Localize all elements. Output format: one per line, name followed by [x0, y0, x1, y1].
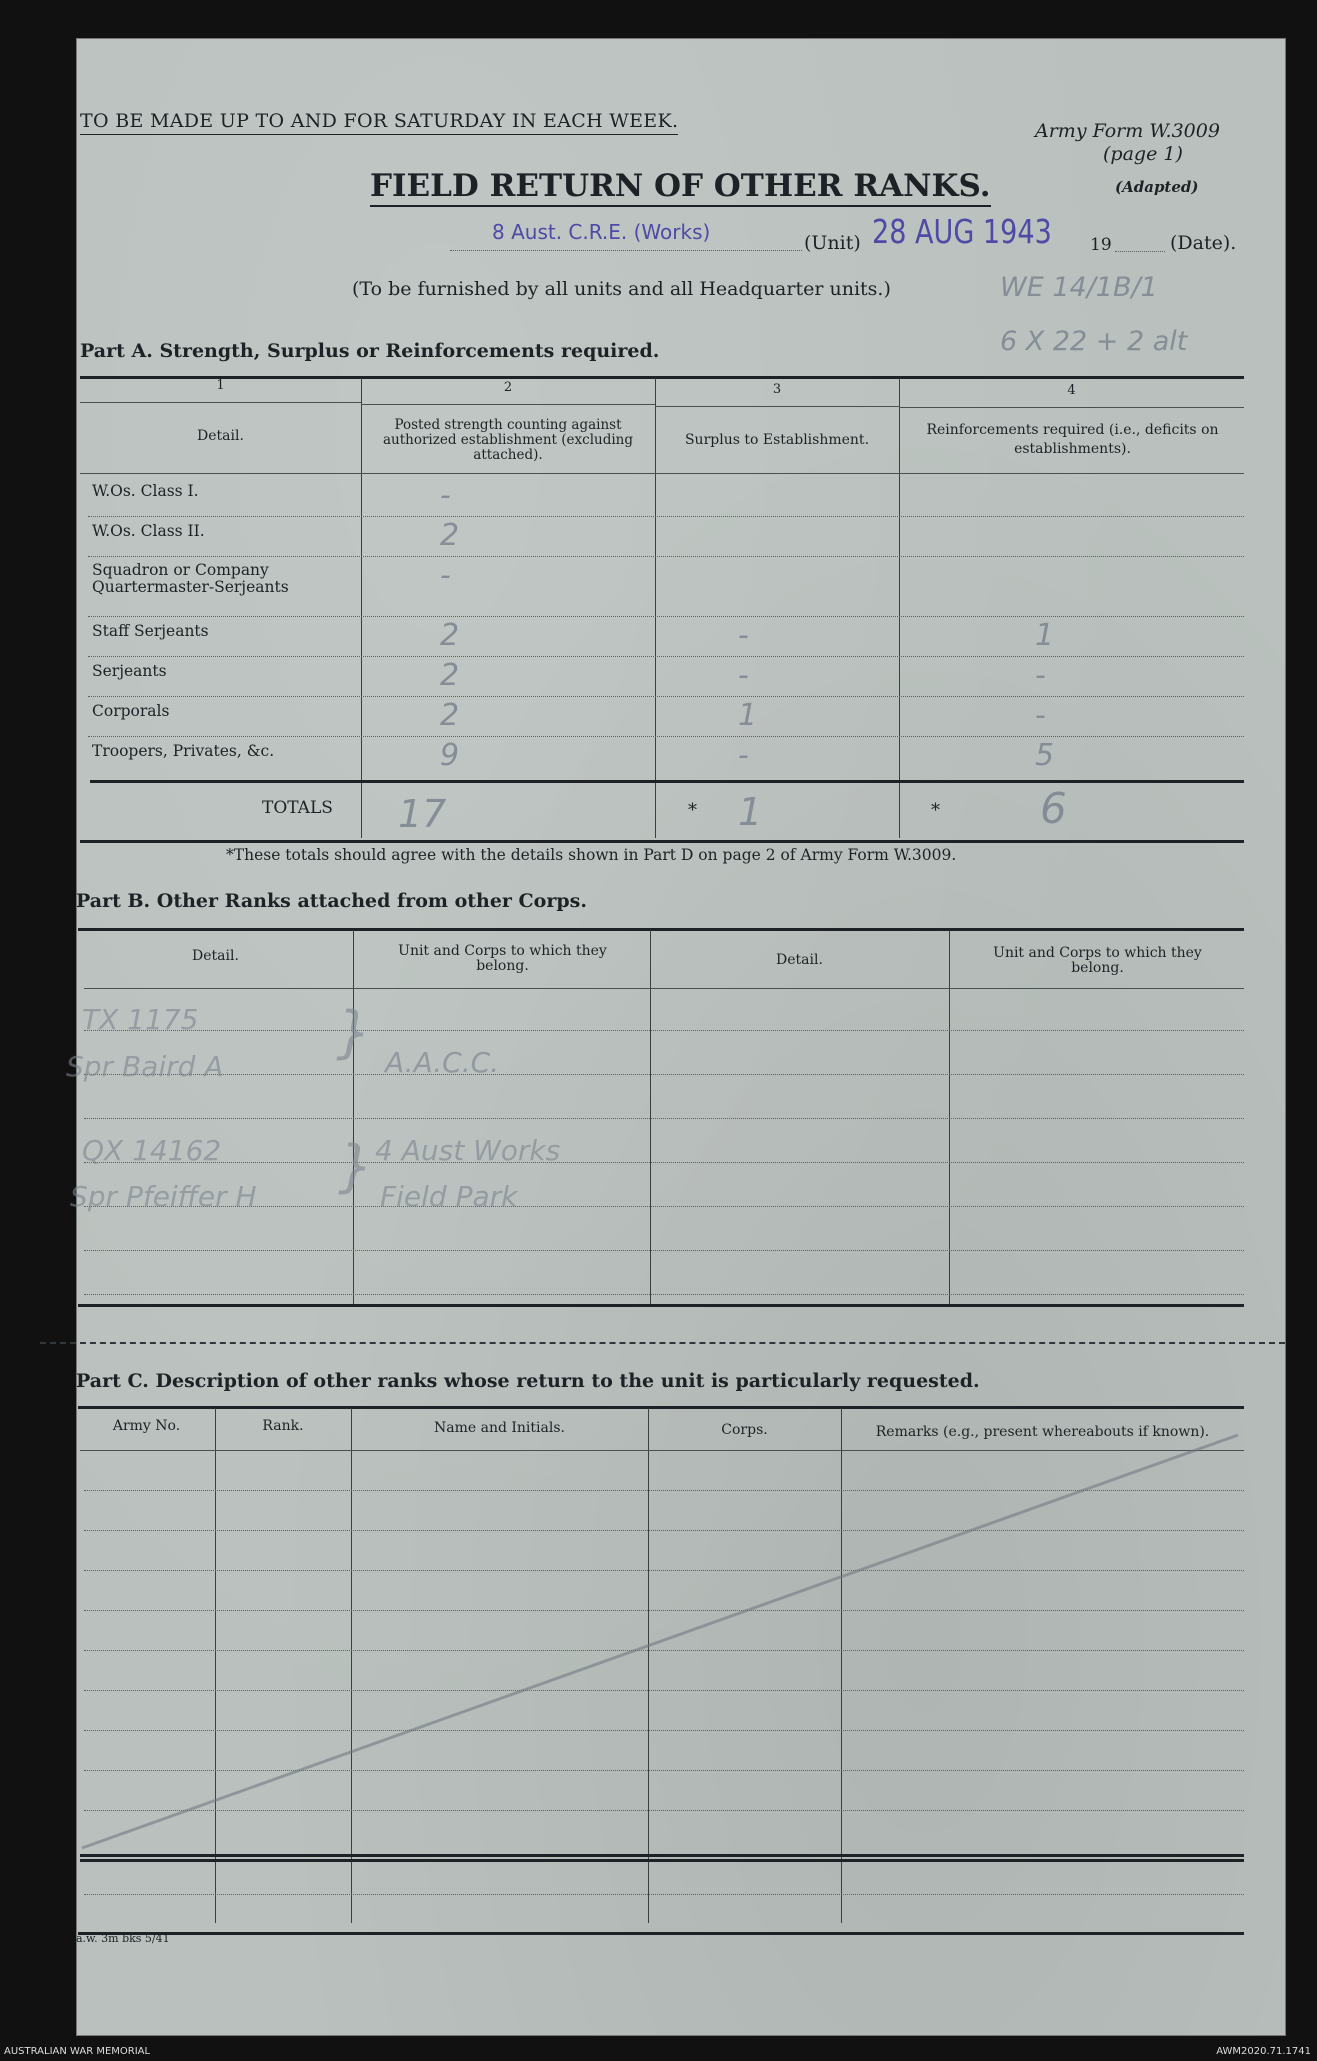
- form-title: FIELD RETURN OF OTHER RANKS.: [370, 168, 991, 207]
- row-detail: Corporals: [92, 702, 170, 720]
- bracket: }: [336, 1000, 372, 1065]
- row-surplus: 1: [738, 698, 758, 733]
- row-surplus: -: [738, 618, 749, 653]
- totals-label: TOTALS: [262, 798, 333, 818]
- row-reinforcements: 1: [1035, 618, 1055, 653]
- row-reinforcements: -: [1035, 658, 1046, 693]
- row-reinforcements: 5: [1035, 738, 1055, 773]
- attached-2-unit-1: 4 Aust Works: [375, 1134, 561, 1167]
- row-detail: Squadron or Company Quartermaster-Serjeants: [92, 561, 289, 596]
- col-header-reinforcements: Reinforcements required (i.e., deficits on establishments).: [926, 422, 1219, 457]
- row-surplus: -: [738, 658, 749, 693]
- row-reinforcements: -: [1035, 698, 1046, 733]
- part-b-heading: Part B. Other Ranks attached from other Corps.: [76, 890, 587, 912]
- date-label: (Date).: [1170, 232, 1237, 254]
- unit-label: (Unit): [804, 232, 861, 254]
- row-posted: 2: [440, 518, 460, 553]
- attached-1-unit: A.A.C.C.: [385, 1046, 500, 1079]
- part-b-col-detail-2: Detail.: [776, 952, 823, 968]
- attached-1-number: TX 1175: [82, 1003, 199, 1036]
- form-number: Army Form W.3009: [1035, 120, 1220, 142]
- col-header-detail: Detail.: [197, 428, 244, 444]
- row-posted: 9: [440, 738, 460, 773]
- col-number: 1: [216, 378, 225, 393]
- handwritten-note-1: WE 14/1B/1: [1000, 272, 1158, 303]
- total-reinf: 6: [1040, 784, 1067, 833]
- handwritten-note-2: 6 X 22 + 2 alt: [1000, 326, 1188, 357]
- adapted-label: (Adapted): [1115, 178, 1199, 196]
- page-label: (page 1): [1103, 143, 1183, 165]
- col-number: 2: [503, 380, 513, 395]
- row-surplus: -: [738, 738, 749, 773]
- col-number: 3: [772, 382, 782, 397]
- part-b-col-unit: Unit and Corps to which they belong.: [398, 943, 607, 974]
- part-c-col-army-no: Army No.: [112, 1418, 181, 1434]
- row-detail: Troopers, Privates, &c.: [92, 742, 275, 760]
- attached-1-name: Spr Baird A: [66, 1050, 224, 1083]
- footer-right: AWM2020.71.1741: [1216, 2046, 1311, 2057]
- row-posted: 2: [440, 618, 460, 653]
- form-subtitle: (To be furnished by all units and all Headquarter units.): [352, 278, 891, 300]
- part-c-col-name: Name and Initials.: [434, 1420, 565, 1436]
- date-stamp: 28 AUG 1943: [872, 212, 1052, 251]
- part-a-heading: Part A. Strength, Surplus or Reinforcements required.: [80, 340, 660, 362]
- row-detail: W.Os. Class I.: [92, 482, 199, 500]
- total-reinf-asterisk: *: [931, 800, 940, 821]
- instruction-line: TO BE MADE UP TO AND FOR SATURDAY IN EACH WEEK.: [80, 110, 678, 135]
- part-b-col-detail: Detail.: [192, 948, 239, 964]
- row-posted: -: [440, 558, 451, 593]
- part-c-col-corps: Corps.: [721, 1422, 768, 1438]
- row-detail: W.Os. Class II.: [92, 522, 205, 540]
- row-posted: 2: [440, 658, 460, 693]
- row-detail: Serjeants: [92, 662, 167, 680]
- attached-2-number: QX 14162: [82, 1134, 222, 1167]
- part-c-heading: Part C. Description of other ranks whose return to the unit is particularly requested.: [76, 1370, 980, 1392]
- bracket: }: [338, 1134, 374, 1199]
- total-surplus-asterisk: *: [688, 800, 697, 821]
- col-header-posted: Posted strength counting against authorized establishment (excluding attached).: [382, 417, 634, 463]
- row-posted: 2: [440, 698, 460, 733]
- print-code: a.w. 3m bks 5/41: [76, 1932, 170, 1945]
- row-detail: Staff Serjeants: [92, 622, 209, 640]
- part-c-col-rank: Rank.: [262, 1418, 304, 1434]
- unit-stamp: 8 Aust. C.R.E. (Works): [492, 220, 711, 244]
- col-number: 4: [1067, 383, 1076, 398]
- footer-left: AUSTRALIAN WAR MEMORIAL: [4, 2046, 151, 2057]
- col-header-surplus: Surplus to Establishment.: [684, 432, 870, 448]
- part-b-col-unit-2: Unit and Corps to which they belong.: [993, 945, 1202, 976]
- attached-2-name: Spr Pfeiffer H: [70, 1180, 257, 1213]
- row-posted: -: [440, 478, 451, 513]
- year-label: 19: [1090, 235, 1112, 255]
- part-a-footnote: *These totals should agree with the details shown in Part D on page 2 of Army Form W.3009.: [226, 846, 957, 864]
- part-c-col-remarks: Remarks (e.g., present whereabouts if known).: [875, 1424, 1210, 1440]
- total-surplus: 1: [738, 790, 763, 834]
- total-posted: 17: [398, 792, 447, 836]
- attached-2-unit-2: Field Park: [380, 1180, 518, 1213]
